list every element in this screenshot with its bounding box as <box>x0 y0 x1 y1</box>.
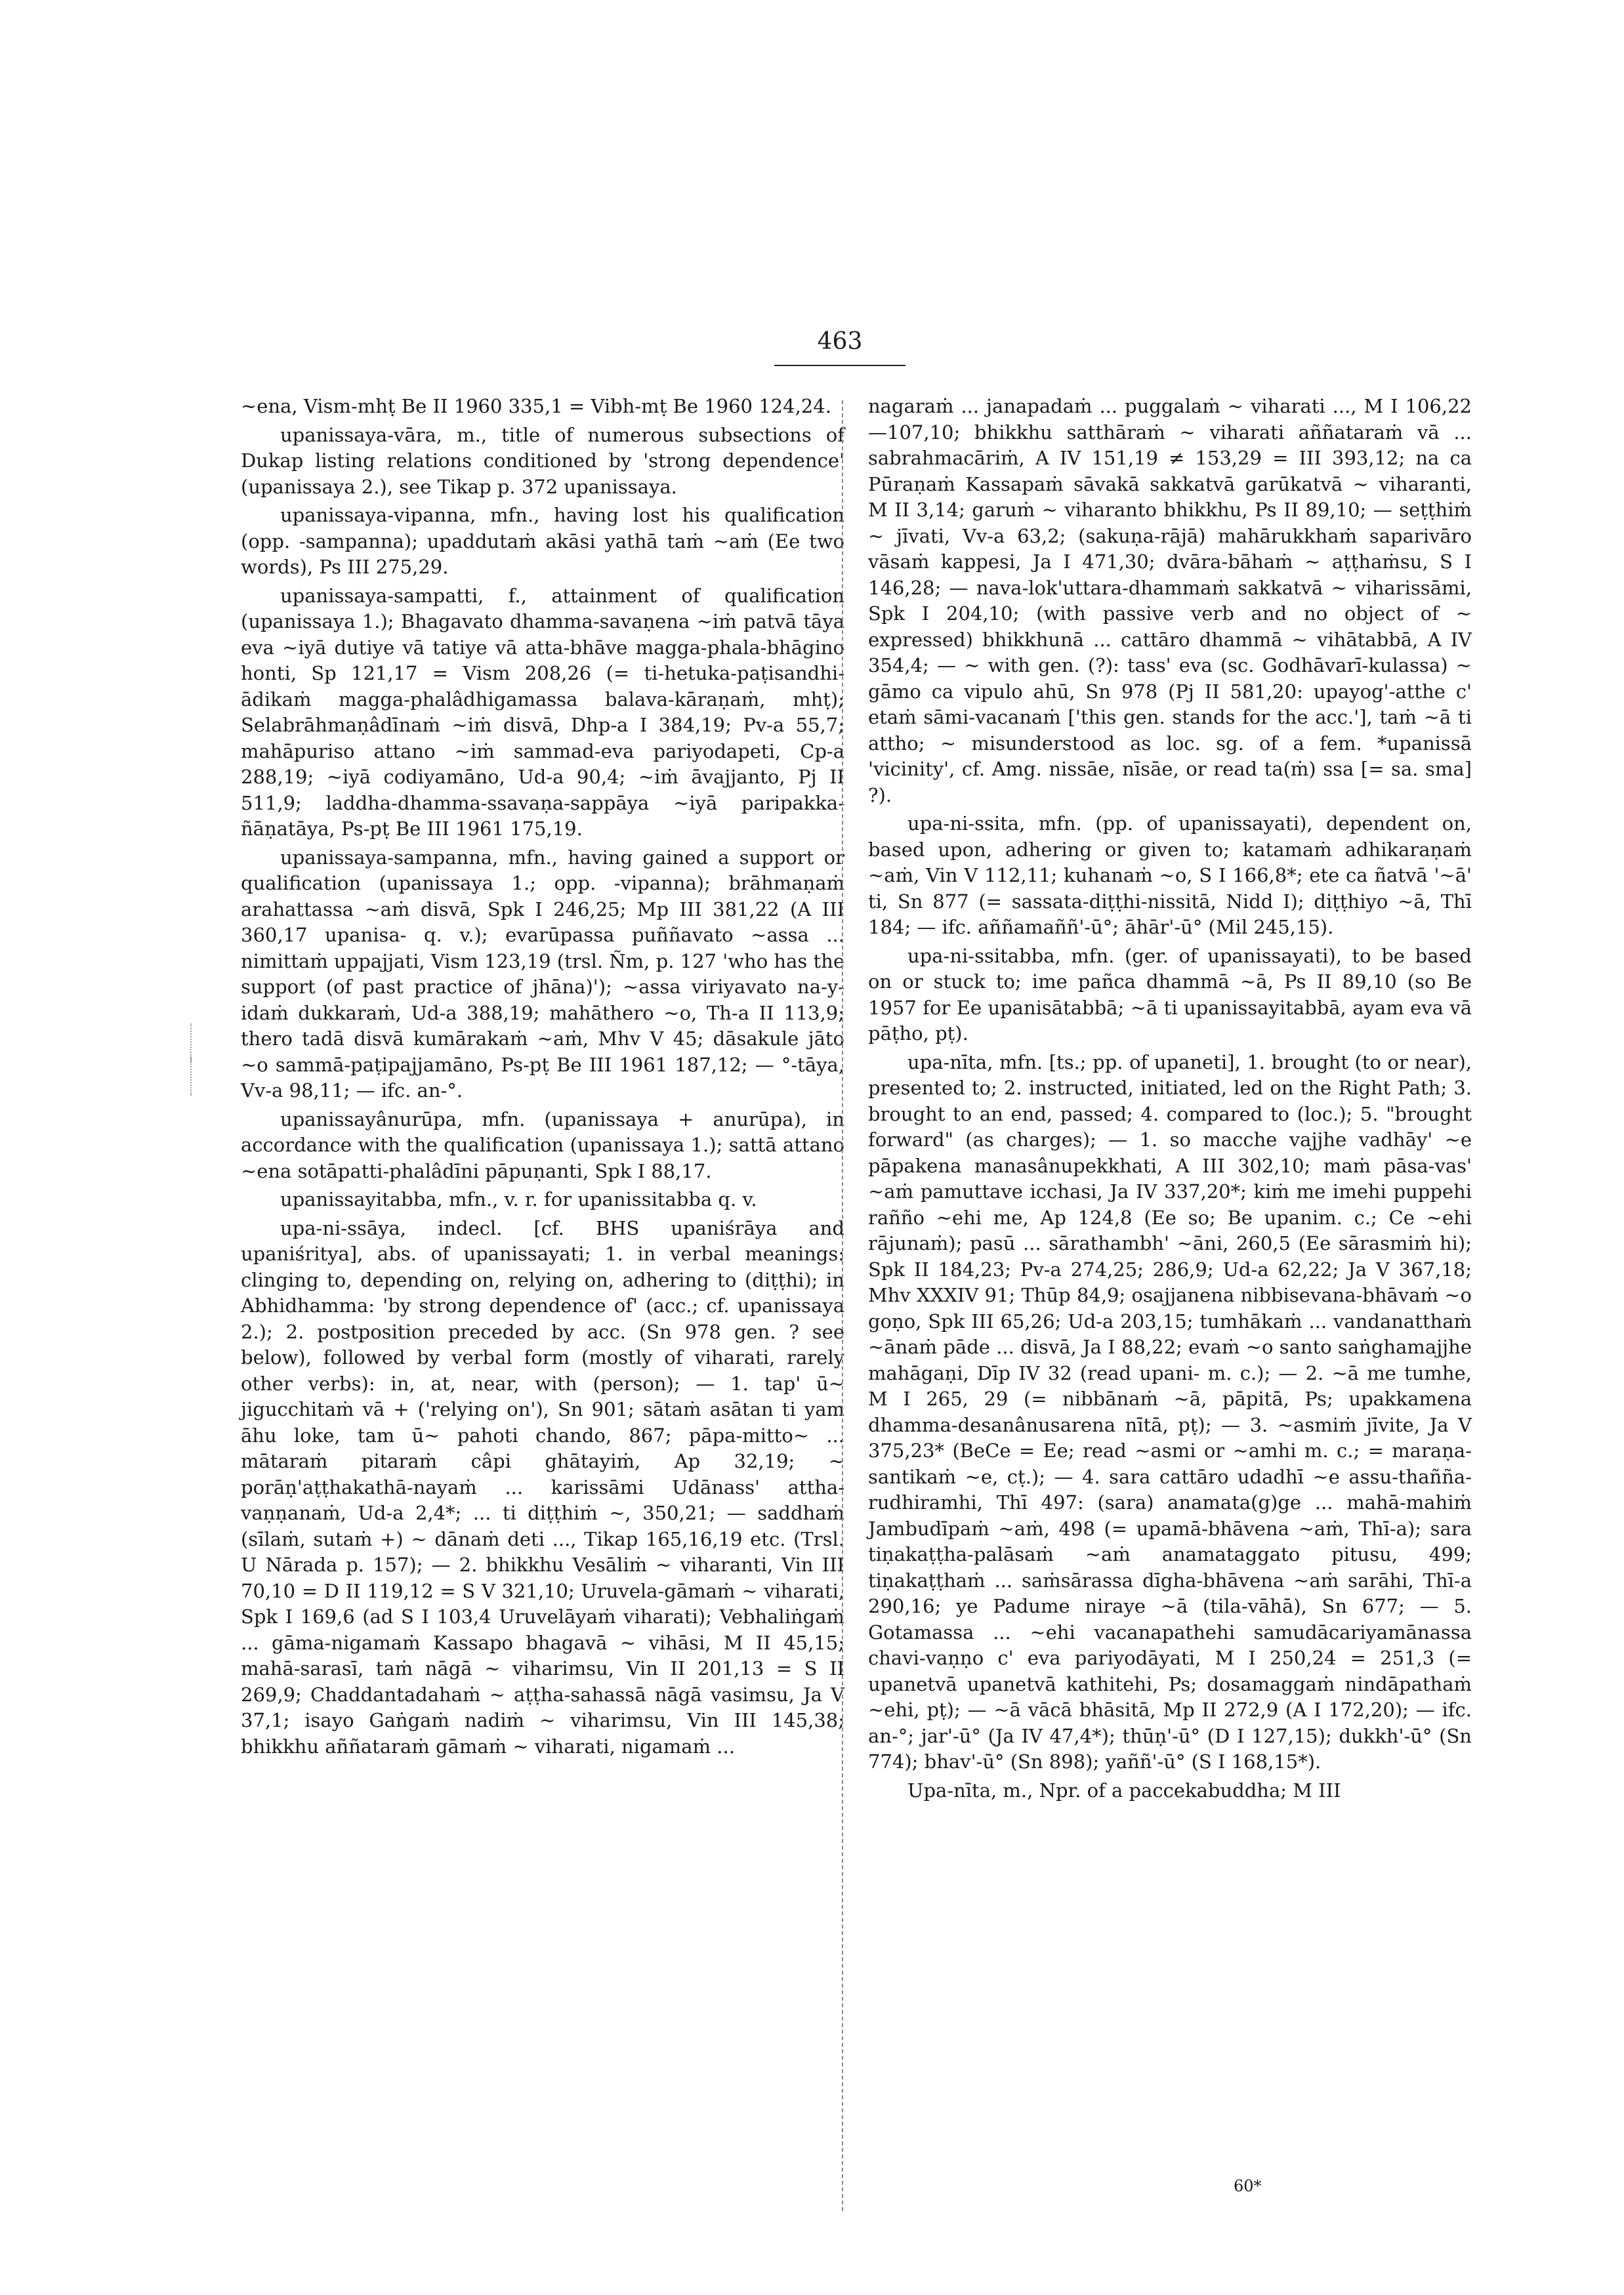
continued-text: nagaraṁ ... janapadaṁ ... puggalaṁ ~ viharati ..., M I 106,22—107,10; bhikkhu satthāraṁ ~ viharati aññataraṁ vā ... sabrahmacāriṁ, A IV 151,19 ≠ 153,29 = III 393,12; na ca Pūraṇaṁ Kassapaṁ sāvakā sakkatvā garūkatvā ~ viharanti, M II 3,14; garuṁ ~ viharanto bhikkhu, Ps II 89,10; — seṭṭhiṁ ~ jīvati, Vv-a 63,2; (sakuṇa-rājā) mahārukkhaṁ saparivāro vāsaṁ kappesi, Ja I 471,30; dvāra-bāhaṁ ~ aṭṭhaṁsu, S I 146,28; — nava-lok'uttara-dhammaṁ sakkatvā ~ viharissāmi, Spk I 204,10; (with passive verb and no object of ~ expressed) bhikkhunā ... cattāro dhammā ~ vihātabbā, A IV 354,4; — ~ with gen. (?): tass' eva (sc. Godhāvarī-kulassa) ~ gāmo ca vipulo ahū, Sn 978 (Pj II 581,20: upayog'-atthe c' etaṁ sāmi-vacanaṁ ['this gen. stands for the acc.'], taṁ ~ā ti attho; ~ misunderstood as loc. sg. of a fem. *upanissā 'vicinity', cf. Amg. nissāe, nīsāe, or read ta(ṁ) ssa [= sa. sma] ?). <box>868 395 1472 806</box>
margin-mark <box>190 1056 194 1096</box>
dictionary-entry: upa-ni-ssitabba, mfn. (ger. of upanissayati), to be based on or stuck to; ime pañca dhammā ~ā, Ps II 89,10 (so Be 1957 for Ee upanisātabbā; ~ā ti upanissayitabbā, ayam eva vā pāṭho, pṭ). <box>868 944 1472 1044</box>
signature-mark: 60* <box>1234 2177 1262 2195</box>
dictionary-entry: upa-ni-ssāya, indecl. [cf. BHS upaniśrāya and upaniśritya], abs. of upanissayati; 1. in verbal meanings: clinging to, depending on, relying on, adhering to (diṭṭhi); in Abhidhamma: 'by strong dependence of' (acc.; cf. upanissaya 2.); 2. postposition preceded by acc. (Sn 978 gen. ? see below), followed by verbal form (mostly of viharati, rarely other verbs): in, at, near, with (person); — 1. tap' ū~ jigucchitaṁ vā + ('relying on'), Sn 901; sātaṁ asātan ti yam āhu loke, tam ū~ pahoti chando, 867; pāpa-mitto~ ... mātaraṁ pitaraṁ câpi ghātayiṁ, Ap 32,19; ~ porāṇ'aṭṭhakathā-nayaṁ ... karissāmi Udānass' attha-vaṇṇanaṁ, Ud-a 2,4*; ... ti diṭṭhiṁ ~, 350,21; — saddhaṁ (sīlaṁ, sutaṁ +) ~ dānaṁ deti ..., Tikap 165,16,19 etc. (Trsl. U Nārada p. 157); — 2. bhikkhu Vesāliṁ ~ viharanti, Vin III 70,10 = D II 119,12 = S V 321,10; Uruvela-gāmaṁ ~ viharati, Spk I 169,6 (ad S I 103,4 Uruvelāyaṁ viharati); Vebhaliṅgaṁ ... gāma-nigamaṁ Kassapo bhagavā ~ vihāsi, M II 45,15; mahā-sarasī, taṁ nāgā ~ viharimsu, Vin II 201,13 = S II 269,9; Chaddantadahaṁ ~ aṭṭha-sahassā nāgā vasimsu, Ja V 37,1; isayo Gaṅgaṁ nadiṁ ~ viharimsu, Vin III 145,38; bhikkhu aññataraṁ gāmaṁ ~ viharati, nigamaṁ ... <box>241 1216 844 1758</box>
column-divider <box>842 400 843 2211</box>
dictionary-entry: upanissaya-sampanna, mfn., having gained a support or qualification (upanissaya 1.; opp. -vipanna); brāhmaṇaṁ arahattassa ~aṁ disvā, Spk I 246,25; Mp III 381,22 (A III 360,17 upanisa- q. v.); evarūpassa puññavato ~assa ... nimittaṁ uppajjati, Vism 123,19 (trsl. Ñm, p. 127 'who has the support (of past practice of jhāna)'); ~assa viriyavato na-y-idaṁ dukkaraṁ, Ud-a 388,19; mahāthero ~o, Th-a II 113,9; thero tadā disvā kumārakaṁ ~aṁ, Mhv V 45; dāsakule jāto ~o sammā-paṭipajjamāno, Ps-pṭ Be III 1961 187,12; — °-tāya, Vv-a 98,11; — ifc. an-°. <box>241 846 844 1102</box>
dictionary-entry: upanissayânurūpa, mfn. (upanissaya + anurūpa), in accordance with the qualification (upanissaya 1.); sattā attano ~ena sotāpatti-phalâdīni pāpuṇanti, Spk I 88,17. <box>241 1107 844 1182</box>
dictionary-entry: upanissaya-vipanna, mfn., having lost his qualification (opp. -sampanna); upaddutaṁ akāsi yathā taṁ ~aṁ (Ee two words), Ps III 275,29. <box>241 504 844 578</box>
right-column <box>868 394 1472 1806</box>
continued-text: ~ena, Vism-mhṭ Be II 1960 335,1 = Vibh-mṭ Be 1960 124,24. <box>241 395 831 417</box>
dictionary-entry: upanissaya-sampatti, f., attainment of qualification (upanissaya 1.); Bhagavato dhamma-savaṇena ~iṁ patvā tāya eva ~iyā dutiye vā tatiye vā atta-bhāve magga-phala-bhāgino honti, Sp 121,17 = Vism 208,26 (= ti-hetuka-paṭisandhi-ādikaṁ magga-phalâdhigamassa balava-kāraṇaṁ, mhṭ); Selabrāhmaṇâdīnaṁ ~iṁ disvā, Dhp-a I 384,19; Pv-a 55,7; mahāpuriso attano ~iṁ sammad-eva pariyodapeti, Cp-a 288,19; ~iyā codiyamāno, Ud-a 90,4; ~iṁ āvajjanto, Pj II 511,9; laddha-dhamma-ssavaṇa-sappāya ~iyā paripakka-ñāṇatāya, Ps-pṭ Be III 1961 175,19. <box>241 584 844 840</box>
dictionary-entry: upanissayitabba, mfn., v. r. for upanissitabba q. v. <box>280 1188 757 1210</box>
dictionary-entry: upa-nīta, mfn. [ts.; pp. of upaneti], 1. brought (to or near), presented to; 2. instructed, initiated, led on the Right Path; 3. brought to an end, passed; 4. compared to (loc.); 5. "brought forward" (as charges); — 1. so macche vajjhe vadhāy' ~e pāpakena manasânupekkhati, A III 302,10; maṁ pāsa-vas' ~aṁ pamuttave icchasi, Ja IV 337,20*; kiṁ me imehi puppehi rañño ~ehi me, Ap 124,8 (Ee so; Be upanim. c.; Ce ~ehi rājunaṁ); pasū ... sārathambh' ~āni, 260,5 (Ee sārasmiṁ hi); Spk II 184,23; Pv-a 274,25; 286,9; Ud-a 62,22; Ja V 367,18; Mhv XXXIV 91; Thūp 84,9; osajjanena nibbisevana-bhāvaṁ ~o goṇo, Spk III 65,26; Ud-a 203,15; tumhākaṁ ... vandanatthaṁ ~ānaṁ pāde ... disvā, Ja I 88,22; evaṁ ~o santo saṅghamajjhe mahāgaṇi, Dīp IV 32 (read upani- m. c.); — 2. ~ā me tumhe, M I 265, 29 (= nibbānaṁ ~ā, pāpitā, Ps; upakkamena dhamma-desanânusarena nītā, pṭ); — 3. ~asmiṁ jīvite, Ja V 375,23* (BeCe = Ee; read ~asmi or ~amhi m. c.; = maraṇa-santikaṁ ~e, cṭ.); — 4. sara cattāro udadhī ~e assu-thañña-rudhiramhi, Thī 497: (sara) anamata(g)ge ... mahā-mahiṁ Jambudīpaṁ ~aṁ, 498 (= upamā-bhāvena ~aṁ, Thī-a); sara tiṇakaṭṭha-palāsaṁ ~aṁ anamataggato pitusu, 499; tiṇakaṭṭhaṁ ... saṁsārassa dīgha-bhāvena ~aṁ sarāhi, Thī-a 290,16; ye Padume niraye ~ā (tila-vāhā), Sn 677; — 5. Gotamassa ... ~ehi vacanapathehi samudācariyamānassa chavi-vaṇṇo c' eva pariyodāyati, M I 250,24 = 251,3 (= upanetvā upanetvā kathitehi, Ps; dosamaggaṁ nindāpathaṁ ~ehi, pṭ); — ~ā vācā bhāsitā, Mp II 272,9 (A I 172,20); — ifc. an-°; jar'-ū° (Ja IV 47,4*); thūṇ'-ū° (D I 127,15); dukkh'-ū° (Sn 774); bhav'-ū° (Sn 898); yaññ'-ū° (S I 168,15*). <box>868 1050 1472 1773</box>
dictionary-entry: upanissaya-vāra, m., title of numerous subsections of Dukap listing relations conditioned by 'strong dependence' (upanissaya 2.), see Tikap p. 372 upanissaya. <box>241 423 844 498</box>
page-number-rule <box>774 365 906 366</box>
dictionary-entry: Upa-nīta, m., Npr. of a paccekabuddha; M III <box>907 1779 1341 1802</box>
dictionary-entry: upa-ni-ssita, mfn. (pp. of upanissayati), dependent on, based upon, adhering or given to; katamaṁ adhikaraṇaṁ ~aṁ, Vin V 112,11; kuhanaṁ ~o, S I 166,8*; ete ca ñatvā '~ā' ti, Sn 877 (= sassata-diṭṭhi-nissitā, Nidd I); diṭṭhiyo ~ā, Thī 184; — ifc. aññamaññ'-ū°; āhār'-ū° (Mil 245,15). <box>868 812 1472 938</box>
left-column <box>241 394 844 1762</box>
page-number: 463 <box>817 328 863 355</box>
